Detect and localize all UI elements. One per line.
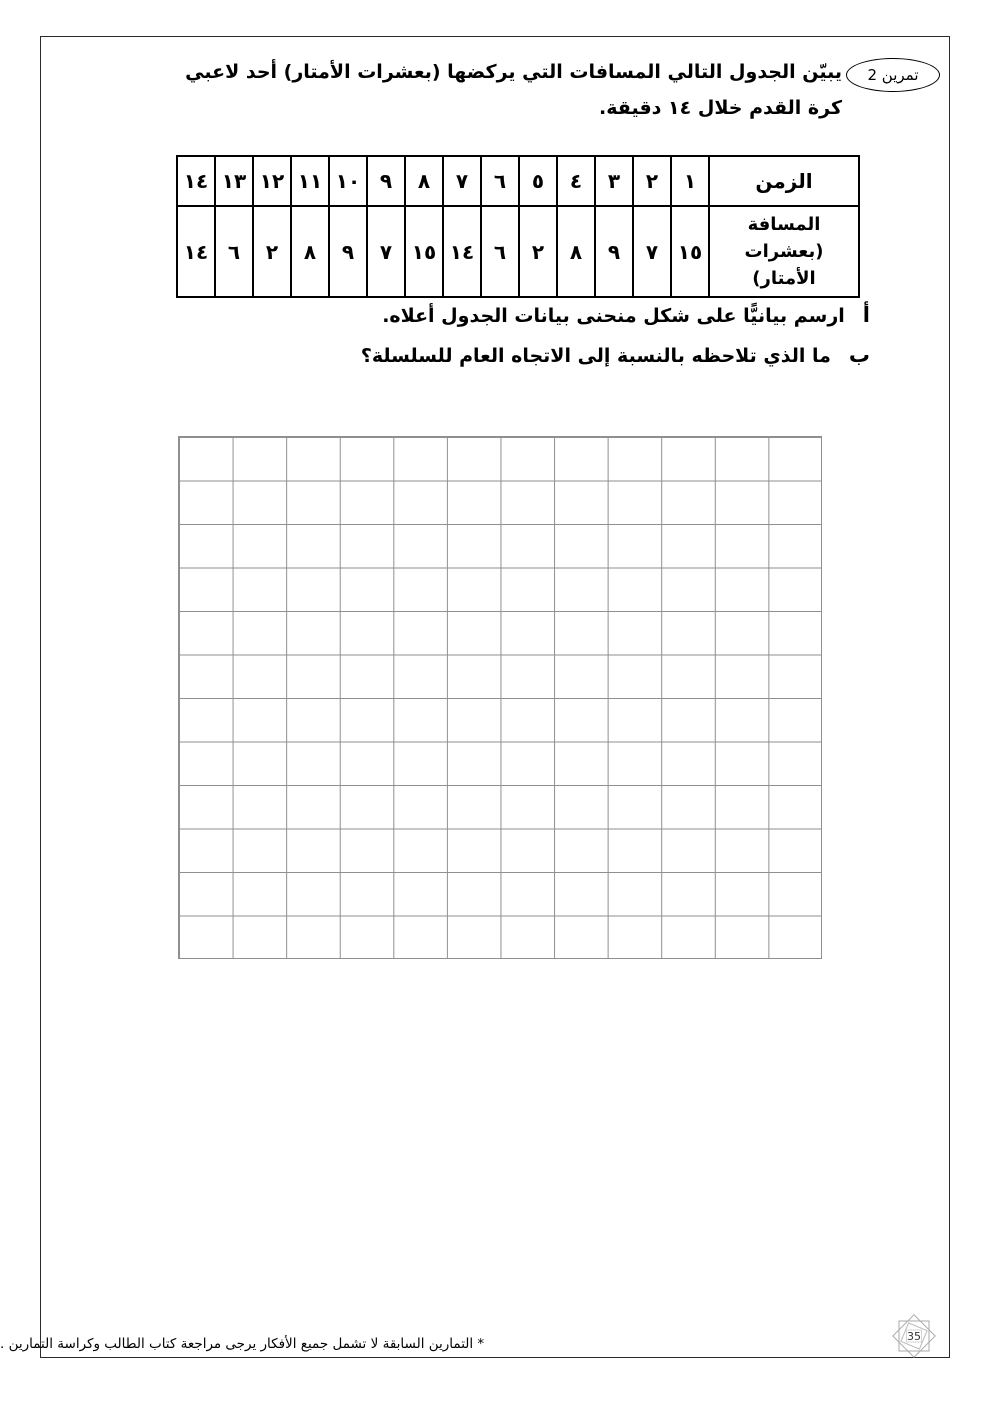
distance-cell: ٢ xyxy=(253,206,291,297)
time-cell: ٣ xyxy=(595,156,633,206)
distance-cell: ١٥ xyxy=(405,206,443,297)
time-cell: ١١ xyxy=(291,156,329,206)
question-b xyxy=(0,343,870,367)
intro-text: يبيّن الجدول التالي المسافات التي يركضها (بعشرات الأمتار) أحد لاعبي كرة القدم خلال ١٤ دقيقة. xyxy=(185,61,842,120)
distance-time-table xyxy=(176,155,860,298)
page-number: 35 xyxy=(907,1329,921,1343)
distance-cell: ٩ xyxy=(329,206,367,297)
distance-cell: ٨ xyxy=(291,206,329,297)
time-row-header: الزمن xyxy=(709,156,859,206)
exercise-badge xyxy=(846,58,940,92)
question-b-marker: ب xyxy=(848,343,870,367)
page-number-seal xyxy=(890,1312,938,1360)
distance-cell: ٨ xyxy=(557,206,595,297)
distance-cell: ٢ xyxy=(519,206,557,297)
distance-cell: ١٤ xyxy=(443,206,481,297)
time-cell: ١٣ xyxy=(215,156,253,206)
time-cell: ٥ xyxy=(519,156,557,206)
time-cell: ٢ xyxy=(633,156,671,206)
time-cell: ١٢ xyxy=(253,156,291,206)
distance-cell: ١٤ xyxy=(177,206,215,297)
time-cell: ١ xyxy=(671,156,709,206)
distance-cell: ٦ xyxy=(481,206,519,297)
time-cell: ١٠ xyxy=(329,156,367,206)
distance-header-line2: (بعشرات الأمتار) xyxy=(744,241,824,289)
time-cell: ٧ xyxy=(443,156,481,206)
distance-cell: ٦ xyxy=(215,206,253,297)
distance-cell: ١٥ xyxy=(671,206,709,297)
question-a xyxy=(0,303,870,327)
distance-row-header xyxy=(709,206,859,297)
time-cell: ١٤ xyxy=(177,156,215,206)
question-b-text: ما الذي تلاحظه بالنسبة إلى الاتجاه العام للسلسلة؟ xyxy=(360,345,831,367)
question-a-marker: أ xyxy=(862,303,870,327)
footer-note xyxy=(0,1336,880,1352)
distance-cell: ٩ xyxy=(595,206,633,297)
distance-header-line1: المسافة xyxy=(747,214,821,235)
graph-drawing-grid xyxy=(178,436,822,959)
time-cell: ٨ xyxy=(405,156,443,206)
time-cell: ٦ xyxy=(481,156,519,206)
distance-row xyxy=(177,206,859,297)
time-row xyxy=(177,156,859,206)
time-cell: ٩ xyxy=(367,156,405,206)
questions-block xyxy=(0,303,870,383)
footer-note-text: * التمارين السابقة لا تشمل جميع الأفكار يرجى مراجعة كتاب الطالب وكراسة التمارين . xyxy=(0,1336,485,1352)
distance-cell: ٧ xyxy=(633,206,671,297)
exercise-badge-label: تمرين 2 xyxy=(867,66,919,84)
distance-cell: ٧ xyxy=(367,206,405,297)
time-cell: ٤ xyxy=(557,156,595,206)
question-a-text: ارسم بيانيًّا على شكل منحنى بيانات الجدول أعلاه. xyxy=(382,305,845,327)
